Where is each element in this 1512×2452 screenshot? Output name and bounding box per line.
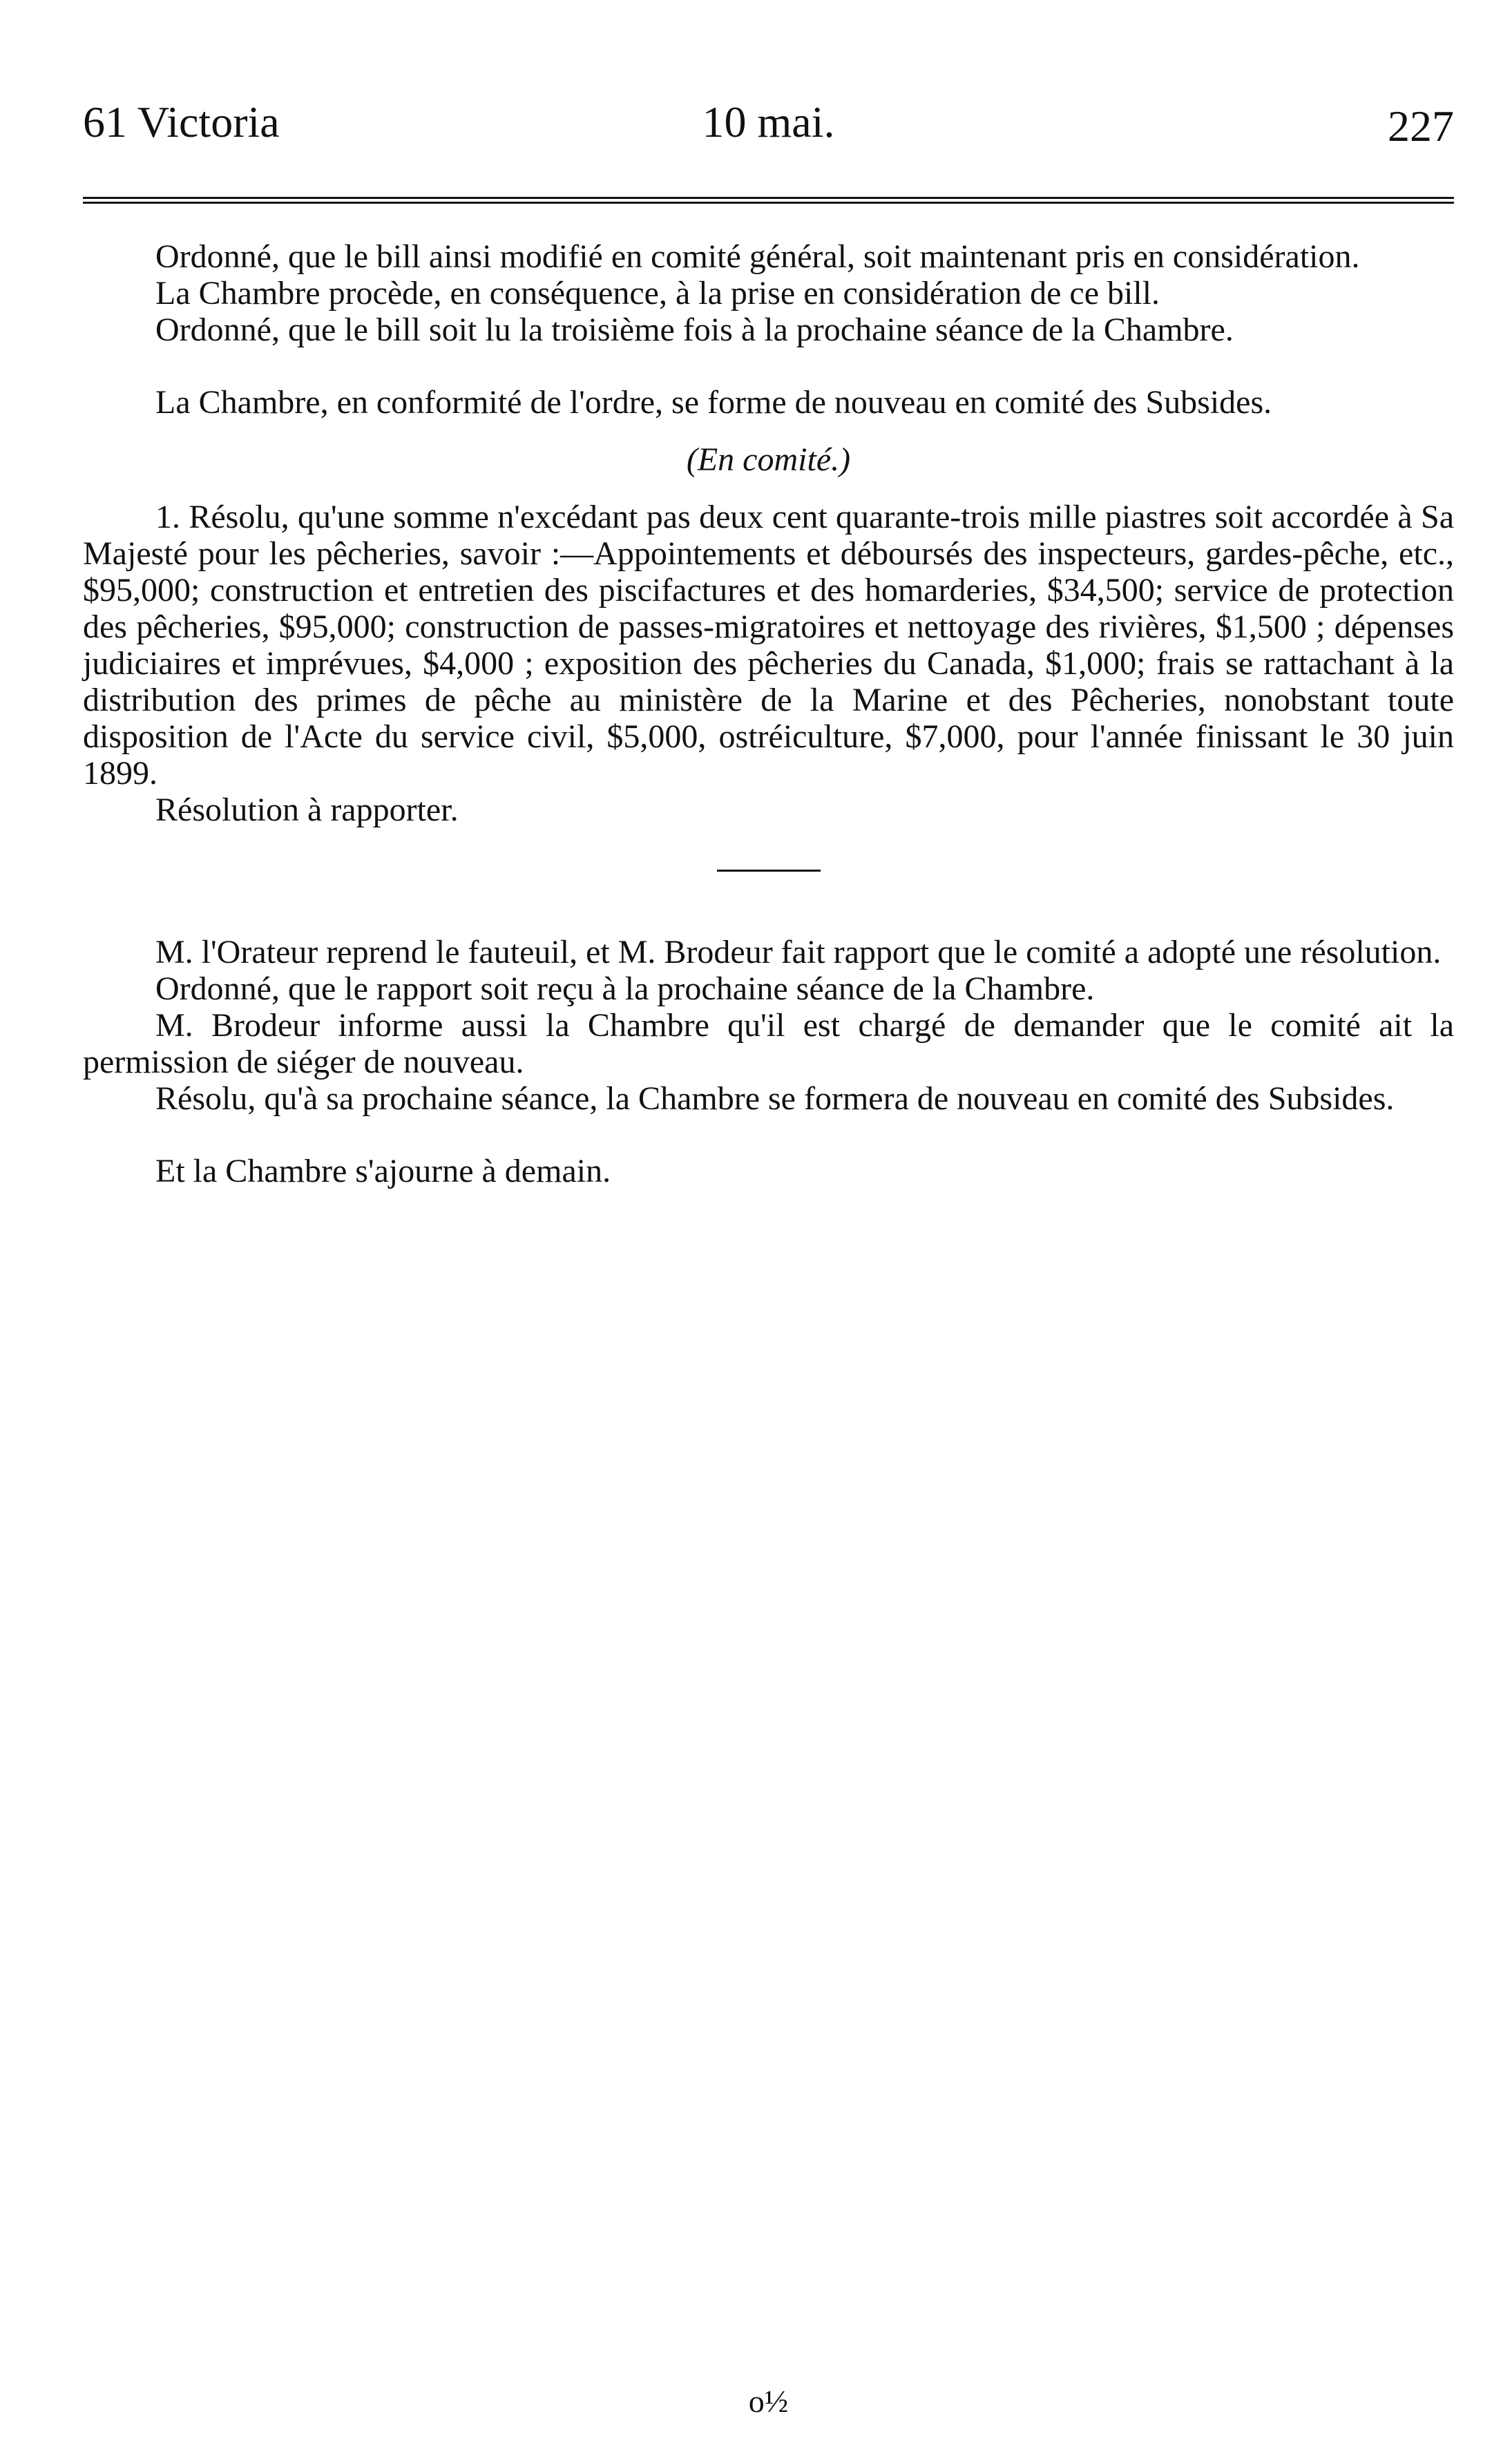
header-volume: 61 Victoria: [83, 97, 280, 146]
spacer: [83, 872, 1454, 913]
paragraph-adjourn: Et la Chambre s'ajourne à demain.: [155, 1153, 611, 1189]
paragraph-resolution-fisheries: 1. Résolu, qu'une somme n'excédant pas deux cent quarante-trois mille piastres soit accordée à Sa Majesté pour les pêcheries, savoir :—Appointements et déboursés des inspecteurs, gardes-pêche, etc., $95,000; construction et entretien des piscifactures et des homarderies, $34,500; service de protection des pêcheries, $95,000; construction de passes-migratoires et nettoyage des rivières, $1,500 ; dépenses judiciaires et imprévues, $4,000 ; exposition des pêcheries du Canada, $1,000; frais se rattachant à la distribution des primes de pêche au ministère de la Marine et des Pêcheries, nonobstant toute disposition de l'Acte du service civil, $5,000, ostréiculture, $7,000, pour l'année finissant le 30 juin 1899.: [83, 499, 1454, 792]
paragraph-ordered-consideration: Ordonné, que le bill ainsi modifié en comité général, soit maintenant pris en considération.: [155, 238, 1360, 275]
paragraph-third-reading: Ordonné, que le bill soit lu la troisième fois à la prochaine séance de la Chambre.: [155, 312, 1234, 348]
paragraph-leave-to-sit: M. Brodeur informe aussi la Chambre qu'il est chargé de demander que le comité ait la permission de siéger de nouveau.: [83, 1007, 1454, 1080]
committee-heading: (En comité.): [686, 441, 851, 478]
paragraph-report-received: Ordonné, que le rapport soit reçu à la prochaine séance de la Chambre.: [155, 970, 1095, 1007]
page-header: [83, 97, 1454, 152]
document-body: [83, 238, 1454, 1189]
paragraph-resolution-to-report: Résolution à rapporter.: [155, 792, 459, 828]
paragraph-house-proceeds: La Chambre procède, en conséquence, à la prise en considération de ce bill.: [155, 275, 1160, 312]
spacer: [83, 913, 1454, 934]
spacer: [83, 348, 1454, 384]
header-date: 10 mai.: [702, 97, 835, 146]
spacer: [83, 421, 1454, 441]
page-number: 227: [1388, 102, 1454, 151]
spacer: [83, 1117, 1454, 1153]
spacer: [83, 828, 1454, 870]
paragraph-committee-of-supply: La Chambre, en conformité de l'ordre, se forme de nouveau en comité des Subsides.: [155, 384, 1272, 421]
footer-signature-mark: o½: [748, 2384, 789, 2419]
header-rule: [83, 197, 1454, 204]
paragraph-resolved-next-sitting: Résolu, qu'à sa prochaine séance, la Chambre se formera de nouveau en comité des Subsides.: [155, 1080, 1395, 1117]
paragraph-speaker-resumes: M. l'Orateur reprend le fauteuil, et M. Brodeur fait rapport que le comité a adopté une résolution.: [155, 934, 1442, 970]
document-page: [83, 0, 1454, 2452]
spacer: [83, 478, 1454, 499]
